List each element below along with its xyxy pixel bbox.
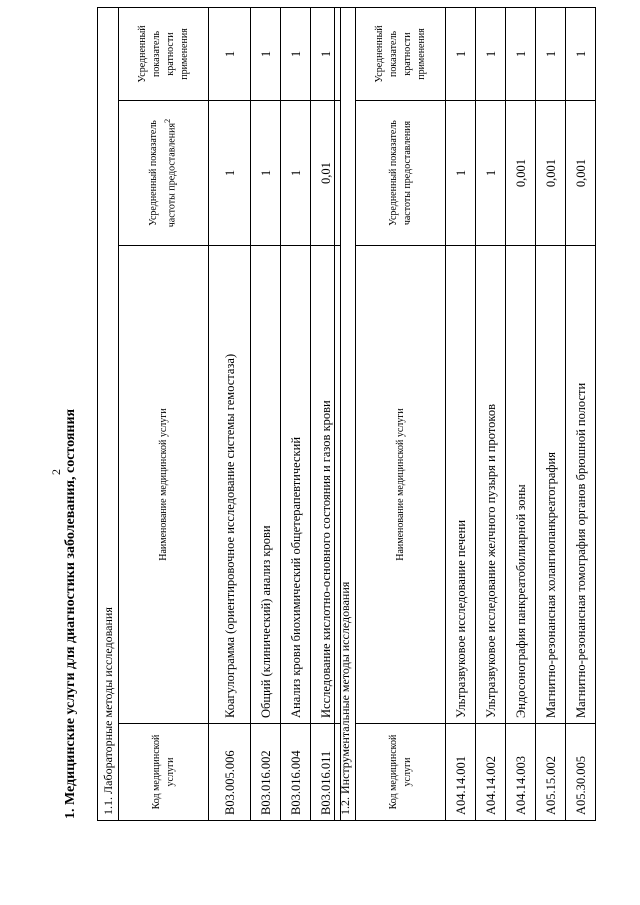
frequency-value: 1 — [251, 101, 281, 246]
frequency-value: 1 — [209, 101, 251, 246]
service-code: A04.14.002 — [476, 724, 506, 821]
service-name: Коагулограмма (ориентировочное исследование системы гемостаза) — [209, 246, 251, 724]
multiplicity-value: 1 — [476, 7, 506, 100]
service-name: Магнитно-резонансная томография органов брюшной полости — [566, 246, 596, 724]
header-frequency: Усредненный показатель частоты предоставления$^2$ — [119, 101, 209, 246]
service-code: A05.15.002 — [536, 724, 566, 821]
service-code: B03.016.011 — [311, 724, 341, 821]
service-name: Общий (клинический) анализ крови — [251, 246, 281, 724]
frequency-value: 1 — [476, 101, 506, 246]
table-row — [476, 7, 506, 820]
service-name: Анализ крови биохимический общетерапевтический — [281, 246, 311, 724]
header-name: Наименование медицинской услуги — [356, 246, 446, 724]
frequency-value: 1 — [281, 101, 311, 246]
frequency-value: 0,01 — [311, 101, 341, 246]
multiplicity-value: 1 — [311, 7, 341, 100]
table-row — [566, 7, 596, 820]
table-row — [536, 7, 566, 820]
service-code: A04.14.001 — [446, 724, 476, 821]
instrumental-methods-table — [334, 7, 596, 821]
multiplicity-value: 1 — [506, 7, 536, 100]
frequency-value: 1 — [446, 101, 476, 246]
table-row — [251, 7, 281, 820]
header-multiplicity: Усредненный показатель кратности применения — [119, 7, 209, 100]
multiplicity-value: 1 — [281, 7, 311, 100]
service-name: Магнитно-резонансная холангиопанкреатография — [536, 246, 566, 724]
frequency-value: 0,001 — [506, 101, 536, 246]
multiplicity-value: 1 — [536, 7, 566, 100]
service-name: Эндосонография панкреатобилиарной зоны — [506, 246, 536, 724]
service-name: Ультразвуковое исследование желчного пузыря и протоков — [476, 246, 506, 724]
table-row — [446, 7, 476, 820]
service-code: B03.016.004 — [281, 724, 311, 821]
section-heading: 1. Медицинские услуги для диагностики заболевания, состояния — [63, 408, 78, 819]
footnote-mark: 2 — [163, 118, 173, 123]
header-code: Код медицинской услуги — [119, 724, 209, 821]
header-name: Наименование медицинской услуги — [119, 246, 209, 724]
page-number: 2 — [49, 469, 63, 475]
table-caption: 1.1. Лабораторные методы исследования — [98, 7, 119, 820]
multiplicity-value: 1 — [566, 7, 596, 100]
table-row — [506, 7, 536, 820]
table-row — [209, 7, 251, 820]
header-multiplicity: Усредненный показатель кратности применения — [356, 7, 446, 100]
multiplicity-value: 1 — [251, 7, 281, 100]
header-frequency: Усредненный показатель частоты предоставления — [356, 101, 446, 246]
multiplicity-value: 1 — [209, 7, 251, 100]
table-row — [281, 7, 311, 820]
frequency-value: 0,001 — [536, 101, 566, 246]
service-name: Ультразвуковое исследование печени — [446, 246, 476, 724]
service-code: A05.30.005 — [566, 724, 596, 821]
service-code: B03.005.006 — [209, 724, 251, 821]
header-code: Код медицинской услуги — [356, 724, 446, 821]
lab-methods-table — [97, 7, 341, 821]
frequency-value: 0,001 — [566, 101, 596, 246]
table-caption: 1.2. Инструментальные методы исследования — [335, 7, 356, 820]
multiplicity-value: 1 — [446, 7, 476, 100]
service-name: Исследование кислотно-основного состояния и газов крови — [311, 246, 341, 724]
service-code: B03.016.002 — [251, 724, 281, 821]
service-code: A04.14.003 — [506, 724, 536, 821]
